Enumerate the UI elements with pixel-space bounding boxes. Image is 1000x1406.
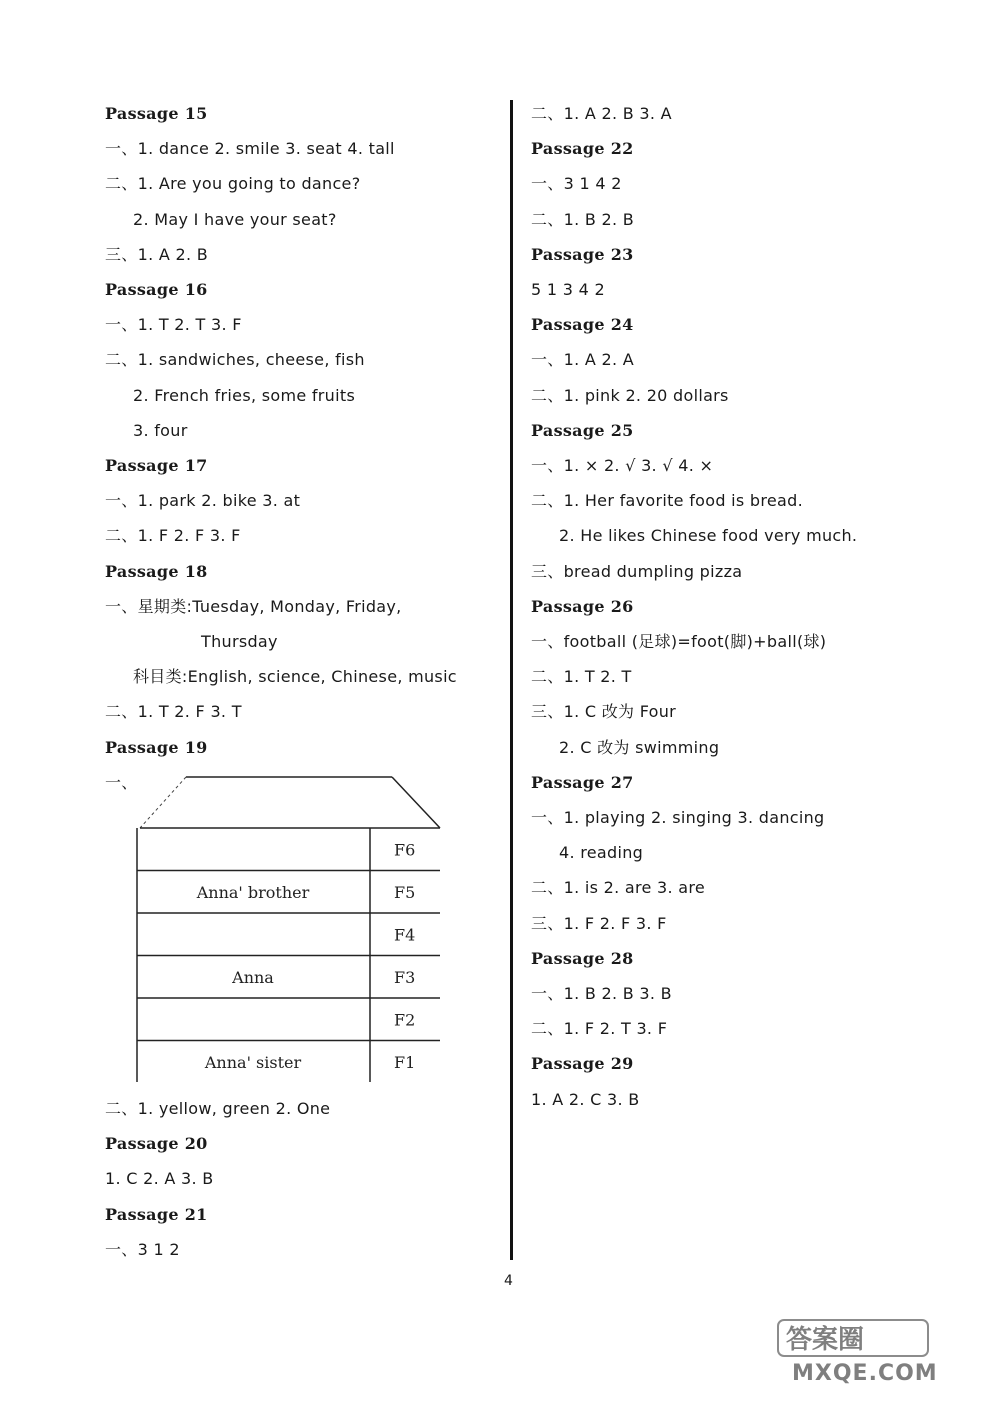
answer-line: 一、1. dance 2. smile 3. seat 4. tall (105, 139, 395, 159)
answer-line: 二、1. Are you going to dance? (105, 174, 361, 194)
passage-heading: Passage 29 (531, 1054, 634, 1074)
page-number: 4 (504, 1273, 513, 1289)
answer-line: 一、星期类:Tuesday, Monday, Friday, (105, 596, 402, 616)
passage-heading: Passage 28 (531, 948, 634, 968)
passage-heading: Passage 18 (105, 561, 208, 581)
passage-heading: Passage 21 (105, 1204, 208, 1224)
answer-line: 二、1. T 2. F 3. T (105, 702, 242, 722)
passage-heading: Passage 23 (531, 244, 634, 264)
floor-occupant: Anna (232, 967, 274, 987)
answer-line: 三、1. F 2. F 3. F (531, 913, 667, 933)
roof-right-line (392, 777, 440, 828)
passage-heading: Passage 15 (105, 104, 208, 123)
svg-text:答案圈: 答案圈 (786, 1325, 865, 1355)
answer-line: 二、1. pink 2. 20 dollars (531, 385, 729, 405)
answer-line: 二、1. yellow, green 2. One (105, 1099, 331, 1118)
answer-line: 一、1. park 2. bike 3. at (105, 491, 301, 511)
answer-line: 3. four (133, 420, 188, 440)
column-divider (510, 100, 513, 1260)
answer-line: 一、1. A 2. A (531, 350, 634, 370)
floor-label: F5 (394, 882, 416, 902)
passage-heading: Passage 17 (105, 456, 208, 475)
answer-line: 1. C 2. A 3. B (105, 1169, 214, 1189)
answer-line: 二、1. T 2. T (531, 667, 632, 687)
floor-label: F6 (394, 840, 416, 860)
passage-heading: Passage 27 (531, 772, 634, 792)
answer-line: 一、3 1 4 2 (531, 174, 622, 194)
floor-occupant: Anna' sister (204, 1052, 302, 1072)
passage-heading: Passage 20 (105, 1134, 208, 1154)
answer-line: 一、1. × 2. √ 3. √ 4. × (531, 456, 714, 475)
answer-line: 2. May I have your seat? (133, 209, 337, 229)
answer-line: 二、1. Her favorite food is bread. (531, 491, 804, 511)
answer-line: 三、1. C 改为 Four (531, 702, 677, 722)
answer-line: 1. A 2. C 3. B (531, 1089, 640, 1109)
floor-occupant: Anna' brother (196, 882, 310, 902)
floor-label: F2 (394, 1010, 416, 1030)
svg-text:MXQE.COM: MXQE.COM (792, 1361, 938, 1386)
answer-line: 2. He likes Chinese food very much. (559, 526, 858, 546)
answer-line: 二、1. is 2. are 3. are (531, 878, 706, 898)
floor-label: F3 (394, 967, 416, 987)
answer-line: 一、football (足球)=foot(脚)+ball(球) (531, 632, 827, 651)
answer-line: 二、1. B 2. B (531, 209, 635, 229)
answer-line: 三、bread dumpling pizza (531, 561, 743, 581)
watermark-logo (772, 1316, 972, 1386)
roof-left-line (140, 777, 186, 828)
passage-heading: Passage 26 (531, 596, 634, 616)
answer-line: 二、1. A 2. B 3. A (531, 104, 672, 123)
answer-line: 二、1. F 2. T 3. F (531, 1019, 668, 1039)
passage-heading: Passage 25 (531, 420, 634, 440)
answer-line: 一、 (105, 772, 138, 792)
answer-line: Thursday (201, 632, 278, 651)
answer-line: 科目类:English, science, Chinese, music (133, 667, 457, 687)
answer-line: 5 1 3 4 2 (531, 280, 605, 299)
floor-label: F1 (394, 1052, 416, 1072)
answer-line: 一、3 1 2 (105, 1239, 180, 1259)
answer-line: 三、1. A 2. B (105, 244, 209, 264)
answer-line: 一、1. B 2. B 3. B (531, 984, 672, 1003)
answer-line: 二、1. sandwiches, cheese, fish (105, 350, 365, 370)
answer-line: 2. C 改为 swimming (559, 737, 720, 757)
floor-diagram (130, 770, 450, 1090)
answer-line: 一、1. T 2. T 3. F (105, 315, 242, 335)
answer-line: 二、1. F 2. F 3. F (105, 526, 241, 546)
passage-heading: Passage 24 (531, 315, 634, 335)
passage-heading: Passage 19 (105, 737, 208, 757)
answer-line: 4. reading (559, 843, 644, 863)
passage-heading: Passage 22 (531, 139, 634, 159)
floor-label: F4 (394, 925, 416, 945)
passage-heading: Passage 16 (105, 280, 208, 299)
answer-line: 一、1. playing 2. singing 3. dancing (531, 808, 825, 827)
answer-line: 2. French fries, some fruits (133, 385, 356, 405)
